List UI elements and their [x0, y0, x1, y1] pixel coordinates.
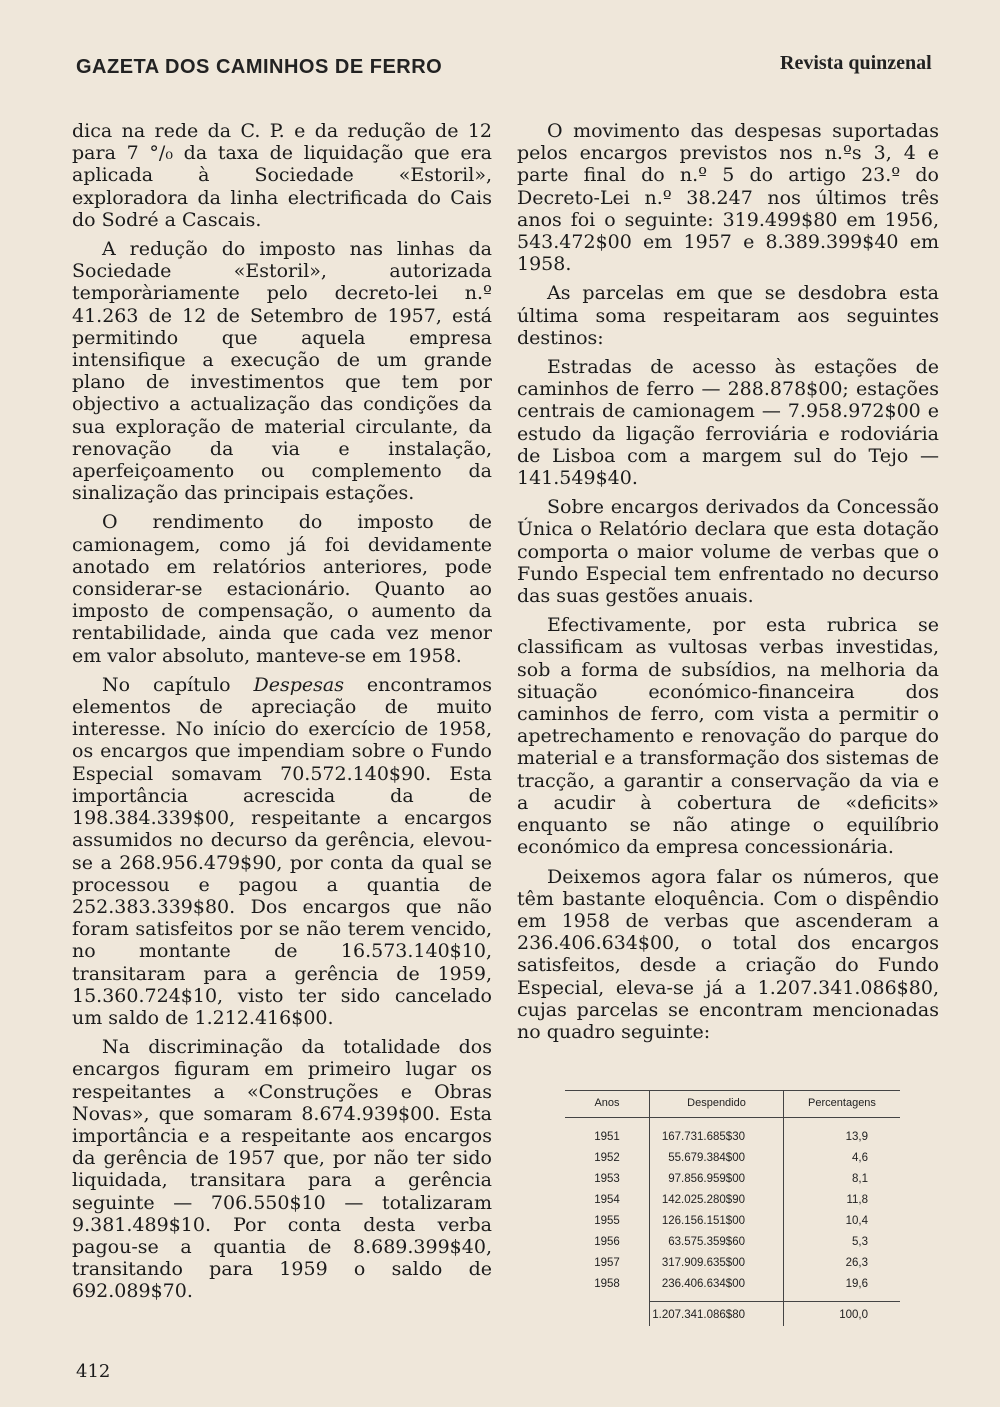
cell-amount: 142.025.280$90 — [650, 1190, 784, 1211]
table-total-row — [565, 1302, 900, 1326]
paragraph: O movimento das despesas suportadas pelos encargos previstos nos n.ºs 3, 4 e parte final do n.º 5 do artigo 23.º do Decreto-Lei n.º 38.247 nos últimos três anos foi o seguinte: 319.499$80 em 1956, 543.472$00 em 1957 e 8.389.399$40 em 1958. — [517, 120, 939, 276]
cell-percent: 11,8 — [846, 1194, 868, 1206]
table-row — [565, 1274, 900, 1302]
cell-amount: 97.856.959$00 — [650, 1169, 784, 1190]
table-row — [565, 1232, 900, 1253]
paragraph: Deixemos agora falar os números, que têm bastante eloquência. Com o dispêndio em 1958 de verbas que ascenderam a 236.406.634$00, o total dos encargos satisfeitos, desde a criação do Fundo Especial, eleva-se já a 1.207.341.086$80, cujas parcelas se encontram mencionadas no quadro seguinte: — [517, 865, 939, 1043]
running-header-subtitle: Revista quinzenal — [780, 52, 932, 74]
cell-year: 1952 — [594, 1152, 620, 1164]
cell-year: 1951 — [594, 1131, 620, 1143]
paragraph: Efectivamente, por esta rubrica se classificam as vultosas verbas investidas, sob a forma de subsídios, na melhoria da situação económico-financeira dos caminhos de ferro, com vista a permitir o apetrechamento e renovação do parque do material e a transformação dos sistemas de tracção, a garantir a conservação da via e a acudir à cobertura de «deficits» enquanto se não atinge o equilíbrio económico da empresa concessionária. — [517, 614, 939, 859]
table-row — [565, 1190, 900, 1211]
table-row — [565, 1169, 900, 1190]
cell-percent: 4,6 — [852, 1152, 868, 1164]
paragraph: O rendimento do imposto de camionagem, como já foi devidamente anotado em relatórios anteriores, pode considerar-se estacionário. Quanto ao imposto de compensação, o aumento da rentabilidade, ainda que cada vez menor em valor absoluto, manteve-se em 1958. — [72, 511, 492, 667]
paragraph: dica na rede da C. P. e da redução de 12 para 7 °/₀ da taxa de liquidação que era aplicada à Sociedade «Estoril», exploradora da linha electrificada do Cais do Sodré a Cascais. — [72, 120, 492, 231]
running-header-title: GAZETA DOS CAMINHOS DE FERRO — [76, 56, 443, 78]
cell-percent: 5,3 — [852, 1236, 868, 1248]
cell-amount: 167.731.685$30 — [650, 1118, 784, 1148]
cell-amount: 63.575.359$60 — [650, 1232, 784, 1253]
paragraph: Na discriminação da totalidade dos encargos figuram em primeiro lugar os respeitantes a «Construções e Obras Novas», que somaram 8.674.939$00. Esta importância e a respeitante aos encargos da gerência de 1957 que, por não ter sido liquidada, transitara para a gerência seguinte — 706.550$10 — totalizaram 9.381.489$10. Por conta desta verba pagou-se a quantia de 8.689.399$40, transitando para 1959 o saldo de 692.089$70. — [72, 1036, 492, 1303]
table-row — [565, 1148, 900, 1169]
paragraph: Estradas de acesso às estações de caminhos de ferro — 288.878$00; estações centrais de camionagem — 7.958.972$00 e estudo da ligação ferroviária e rodoviária de Lisboa com a margem sul do Tejo — 141.549$40. — [517, 356, 939, 490]
cell-year: 1958 — [594, 1278, 620, 1291]
cell-amount: 236.406.634$00 — [650, 1274, 784, 1302]
paragraph: A redução do imposto nas linhas da Sociedade «Estoril», autorizada temporàriamente pelo decreto-lei n.º 41.263 de 12 de Setembro de 1957, está permitindo que aquela empresa intensifique a execução de um grande plano de investimentos que tem por objectivo a actualização das condições da sua exploração de material circulante, da renovação da via e instalação, aperfeiçoamento ou complemento da sinalização das principais estações. — [72, 238, 492, 505]
header-anos: Anos — [565, 1091, 650, 1118]
cell-total-amount: 1.207.341.086$80 — [650, 1302, 784, 1326]
right-column — [517, 120, 939, 1050]
table-row — [565, 1211, 900, 1232]
page-number: 412 — [76, 1361, 111, 1382]
cell-year: 1954 — [594, 1194, 620, 1206]
paragraph: No capítulo Despesas encontramos elementos de apreciação de muito interesse. No início do exercício de 1958, os encargos que impendiam sobre o Fundo Especial somavam 70.572.140$90. Esta importância acrescida da de 198.384.339$00, respeitante a encargos assumidos no decurso da gerência, elevou-se a 268.956.479$90, por conta da qual se processou e pagou a quantia de 252.383.339$80. Dos encargos que não foram satisfeitos por se não terem vencido, no montante de 16.573.140$10, transitaram para a gerência de 1959, 15.360.724$10, visto ter sido cancelado um saldo de 1.212.416$00. — [72, 673, 492, 1029]
expenditure-table — [565, 1090, 900, 1326]
paragraph: Sobre encargos derivados da Concessão Única o Relatório declara que esta dotação comporta o maior volume de verbas que o Fundo Especial tem enfrentado no decurso das suas gestões anuais. — [517, 496, 939, 608]
table-row — [565, 1253, 900, 1274]
cell-year: 1955 — [594, 1215, 620, 1227]
cell-year: 1957 — [594, 1257, 620, 1269]
cell-amount: 317.909.635$00 — [650, 1253, 784, 1274]
cell-percent: 10,4 — [845, 1215, 868, 1227]
left-column — [72, 120, 492, 1310]
cell-percent: 19,6 — [845, 1278, 868, 1290]
table-row — [565, 1118, 900, 1148]
emphasis-despesas: Despesas — [253, 673, 344, 696]
paragraph: As parcelas em que se desdobra esta última soma respeitaram aos seguintes destinos: — [517, 282, 939, 349]
cell-percent: 13,9 — [845, 1131, 868, 1143]
cell-total-label — [565, 1302, 650, 1326]
cell-year: 1953 — [594, 1173, 620, 1185]
data-table — [565, 1090, 900, 1326]
cell-amount: 126.156.151$00 — [650, 1211, 784, 1232]
cell-percent: 8,1 — [852, 1173, 868, 1185]
header-despendido: Despendido — [650, 1091, 784, 1118]
cell-percent: 26,3 — [845, 1257, 868, 1269]
header-percentagens: Percentagens — [784, 1091, 901, 1118]
table-header-row — [565, 1091, 900, 1118]
cell-amount: 55.679.384$00 — [650, 1148, 784, 1169]
cell-total-percent: 100,0 — [784, 1302, 901, 1326]
cell-year: 1956 — [594, 1236, 620, 1248]
